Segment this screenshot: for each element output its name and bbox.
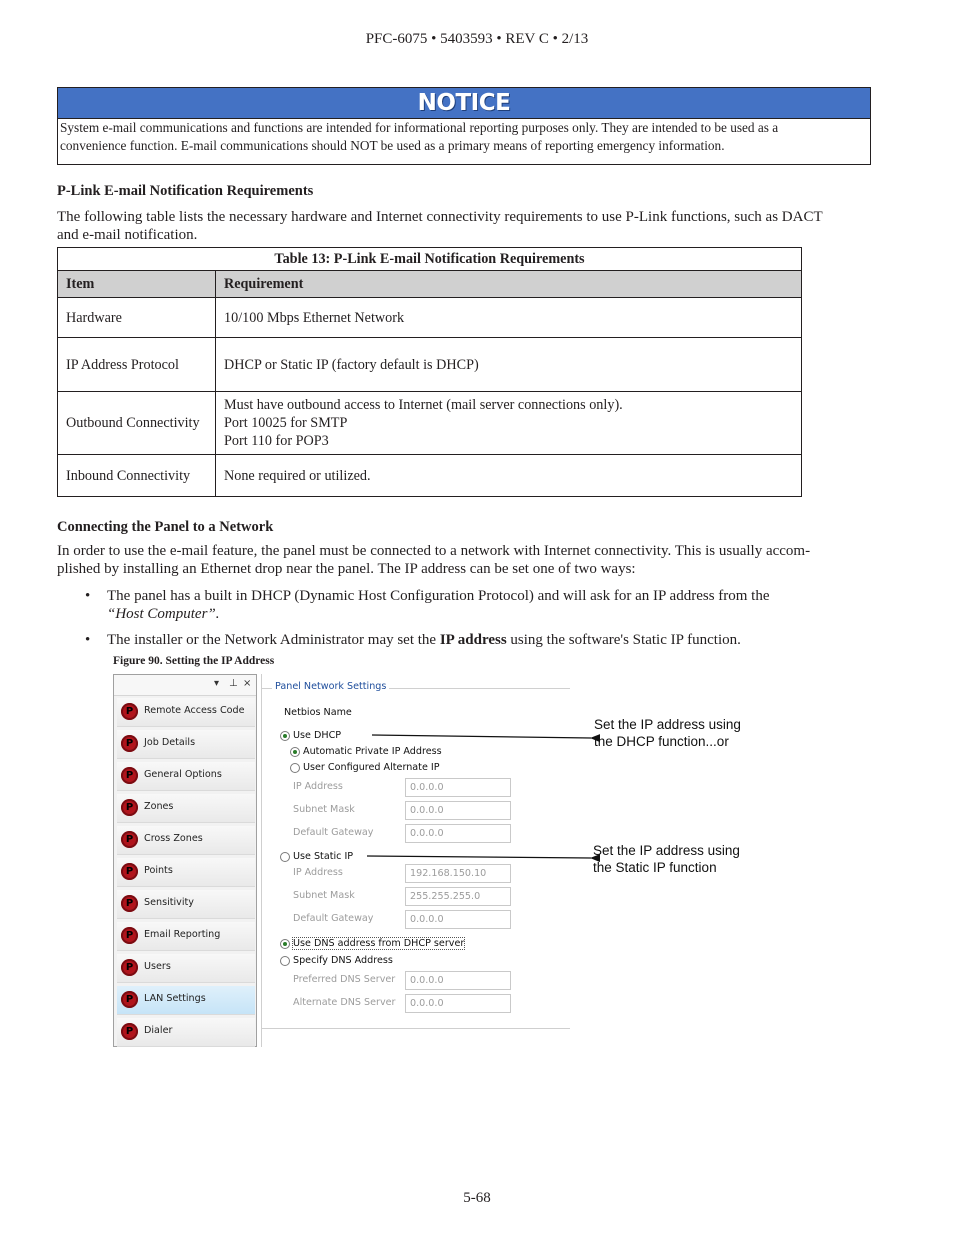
pin-icon[interactable]: ⊥ (229, 678, 238, 689)
bullet-static-text-end: using the software's Static IP function. (506, 632, 741, 648)
static-subnet-input[interactable]: 255.255.255.0 (405, 887, 511, 906)
notice-title: NOTICE (417, 90, 511, 116)
p-logo-icon: P (121, 895, 138, 912)
notice-text-line-2: convenience function. E-mail communications should NOT be used as a primary means of reporting emergency information. (60, 138, 725, 153)
requirement-line: Port 110 for POP3 (224, 433, 329, 449)
p-logo-icon: P (121, 991, 138, 1008)
alt-gateway-input[interactable]: 0.0.0.0 (405, 824, 511, 843)
bullet-dhcp-line-2: “Host Computer”. (107, 606, 220, 622)
alt-ip-label: IP Address (293, 781, 343, 792)
callout-dhcp-line-1: Set the IP address using (594, 717, 741, 732)
bullet-static-bold: IP address (439, 632, 507, 648)
p-logo-icon: P (121, 863, 138, 880)
p-logo-icon: P (121, 767, 138, 784)
close-icon[interactable]: × (243, 678, 252, 689)
sidebar-item-label: Cross Zones (144, 833, 203, 844)
p-logo-icon: P (121, 703, 138, 720)
use-dns-dhcp-label: Use DNS address from DHCP server (293, 938, 465, 949)
sidebar-item-label: LAN Settings (144, 993, 206, 1004)
alt-ip-input[interactable]: 0.0.0.0 (405, 778, 511, 797)
section-heading-plink: P-Link E-mail Notification Requirements (57, 183, 314, 199)
requirement-line: Must have outbound access to Internet (mail server connections only). (224, 397, 623, 413)
bullet-static-text: The installer or the Network Administrator may set the (107, 632, 440, 648)
table-cell-requirement: None required or utilized. (216, 455, 802, 497)
table-cell-item: Hardware (58, 298, 216, 338)
table-cell-item: Outbound Connectivity (58, 392, 216, 455)
group-title: Panel Network Settings (272, 681, 389, 692)
table-caption: Table 13: P-Link E-mail Notification Requirements (58, 248, 802, 271)
alt-gateway-label: Default Gateway (293, 827, 374, 838)
table-cell-requirement: 10/100 Mbps Ethernet Network (216, 298, 802, 338)
table-cell-requirement: DHCP or Static IP (factory default is DHCP) (216, 338, 802, 392)
sidebar-item-label: Users (144, 961, 171, 972)
p-logo-icon: P (121, 735, 138, 752)
sidebar-item-label: Remote Access Code (144, 705, 245, 716)
preferred-dns-label: Preferred DNS Server (293, 974, 396, 985)
static-ip-label: IP Address (293, 867, 343, 878)
alt-subnet-input[interactable]: 0.0.0.0 (405, 801, 511, 820)
callout-static-line-1: Set the IP address using (593, 843, 740, 858)
table-cell-item: IP Address Protocol (58, 338, 216, 392)
network-intro-line-1: In order to use the e-mail feature, the panel must be connected to a network with Internet connectivity. This is usually accom- (57, 543, 811, 559)
sidebar-item-label: Dialer (144, 1025, 173, 1036)
p-logo-icon: P (121, 831, 138, 848)
p-logo-icon: P (121, 927, 138, 944)
auto-private-ip-label: Automatic Private IP Address (303, 746, 442, 757)
section-heading-network: Connecting the Panel to a Network (57, 519, 274, 535)
table-header-requirement: Requirement (216, 271, 802, 298)
specify-dns-label: Specify DNS Address (293, 955, 393, 966)
network-intro-line-2: plished by installing an Ethernet drop near the panel. The IP address can be set one of two ways: (57, 561, 636, 577)
figure-caption: Figure 90. Setting the IP Address (113, 655, 275, 667)
table-header-item: Item (58, 271, 216, 298)
p-logo-icon: P (121, 799, 138, 816)
bullet-marker: • (85, 588, 91, 604)
static-gateway-label: Default Gateway (293, 913, 374, 924)
callout-arrow-static (367, 856, 591, 858)
table-cell-item: Inbound Connectivity (58, 455, 216, 497)
preferred-dns-input[interactable]: 0.0.0.0 (405, 971, 511, 990)
dropdown-arrow-icon[interactable]: ▾ (214, 678, 220, 689)
use-static-ip-label: Use Static IP (293, 851, 354, 862)
section-intro-line-2: and e-mail notification. (57, 227, 198, 243)
callout-dhcp-line-2: the DHCP function...or (594, 734, 729, 749)
use-dhcp-label: Use DHCP (293, 730, 342, 741)
sidebar-item-label: Points (144, 865, 173, 876)
alternate-dns-label: Alternate DNS Server (293, 997, 396, 1008)
alternate-dns-input[interactable]: 0.0.0.0 (405, 994, 511, 1013)
bullet-dhcp-line-1: The panel has a built in DHCP (Dynamic Host Configuration Protocol) and will ask for an IP address from the (107, 588, 770, 604)
callout-dhcp (594, 716, 741, 750)
callout-arrow-dhcp (372, 735, 591, 738)
notice-text-line-1: System e-mail communications and functions are intended for informational reporting purposes only. They are intended to be used as a (60, 120, 779, 135)
sidebar-item-label: Email Reporting (144, 929, 221, 940)
section-intro-line-1: The following table lists the necessary hardware and Internet connectivity requirements to use P-Link functions, such as DACT (57, 209, 823, 225)
sidebar-item-label: Job Details (144, 737, 196, 748)
callout-static (593, 842, 740, 876)
p-logo-icon: P (121, 1023, 138, 1040)
sidebar-item-label: Zones (144, 801, 174, 812)
static-subnet-label: Subnet Mask (293, 890, 355, 901)
netbios-label: Netbios Name (284, 707, 352, 718)
callout-static-line-2: the Static IP function (593, 860, 717, 875)
p-logo-icon: P (121, 959, 138, 976)
static-ip-input[interactable]: 192.168.150.10 (405, 864, 511, 883)
sidebar-item-label: General Options (144, 769, 222, 780)
page-number: 5-68 (463, 1190, 491, 1206)
requirement-line: Port 10025 for SMTP (224, 415, 348, 431)
sidebar-item-label: Sensitivity (144, 897, 194, 908)
page-header: PFC-6075 • 5403593 • REV C • 2/13 (365, 31, 589, 47)
user-alt-ip-label: User Configured Alternate IP (303, 762, 440, 773)
static-gateway-input[interactable]: 0.0.0.0 (405, 910, 511, 929)
bullet-marker: • (85, 632, 91, 648)
alt-subnet-label: Subnet Mask (293, 804, 355, 815)
